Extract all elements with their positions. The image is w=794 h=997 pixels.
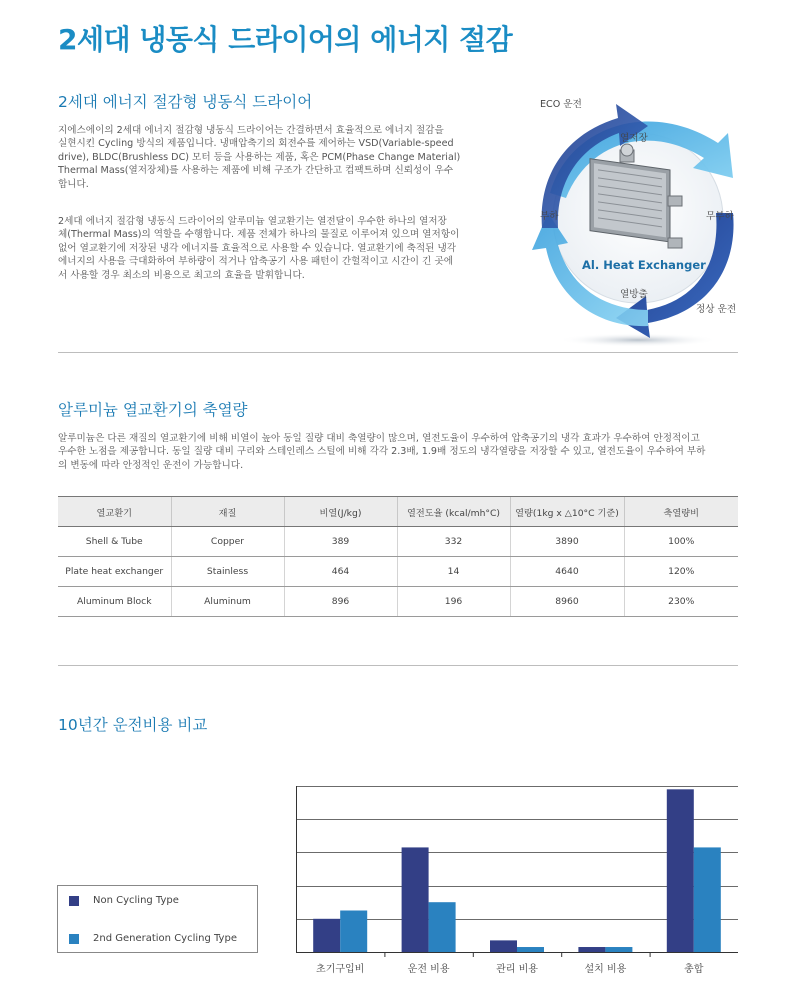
section-heading-energy-saving: 2세대 에너지 절감형 냉동식 드라이어 (58, 93, 313, 111)
chart-bar (578, 947, 605, 952)
legend-label: Non Cycling Type (93, 895, 179, 906)
legend-label: 2nd Generation Cycling Type (93, 933, 237, 944)
label-load: 부하 (540, 211, 559, 222)
table-cell: 230% (624, 587, 738, 617)
text-line: 서 사용할 경우 최소의 비용으로 최고의 효율을 발휘합니다. (58, 269, 305, 281)
table-cell: 120% (624, 557, 738, 587)
text-line: Thermal Mass(열저장체)를 사용하는 제품에 비해 구조가 간단하고 컴팩트하며 신뢰성이 우수 (58, 165, 454, 177)
table-cell: Copper (171, 527, 284, 557)
section-heading-heat-capacity: 알루미늄 열교환기의 축열량 (58, 401, 248, 419)
chart-bar (429, 902, 456, 952)
label-heat-storage: 열저장 (620, 133, 648, 144)
chart-bar (340, 911, 367, 953)
chart-bar (605, 947, 632, 952)
text-line: drive), BLDC(Brushless DC) 모터 등을 사용하는 제품, 혹은 PCM(Phase Change Material) (58, 151, 461, 163)
table-cell: 389 (284, 527, 397, 557)
table-cell: Stainless (171, 557, 284, 587)
chart-bar (667, 789, 694, 952)
table-cell: Plate heat exchanger (58, 557, 171, 587)
text-line: 체(Thermal Mass)의 역할을 수행합니다. 제품 전체가 하나의 물질로 이루어져 있으며 열저항이 (58, 229, 460, 241)
table-cell: Aluminum Block (58, 587, 171, 617)
x-tick-label: 관리 비용 (496, 964, 538, 975)
table-cell: 100% (624, 527, 738, 557)
x-tick-label: 설치 비용 (584, 964, 627, 975)
table-cell: Shell & Tube (58, 527, 171, 557)
text-line: 에너지의 사용을 극대화하여 부하량이 적거나 압축공기 사용 패턴이 간헐적이고 시간이 긴 곳에 (58, 256, 453, 268)
table-cell: 332 (397, 527, 510, 557)
label-heat-release: 열방출 (620, 289, 648, 300)
table-header: 재질 (171, 497, 284, 527)
chart-bar (694, 847, 721, 952)
label-normal: 정상 운전 (696, 304, 737, 315)
label-eco: ECO 운전 (540, 99, 582, 110)
x-tick-label: 초기구입비 (316, 964, 365, 975)
section-heading-cost-comparison: 10년간 운전비용 비교 (58, 716, 208, 734)
table-cell: 14 (397, 557, 510, 587)
text-line: 알루미늄은 다른 재질의 열교환기에 비해 비열이 높아 동일 질량 대비 축열량이 많으며, 열전도율이 우수하여 압축공기의 냉각 효과가 우수하여 안정적이고 (58, 433, 700, 444)
text-line: 의 변동에 따라 안정적인 운전이 가능합니다. (58, 459, 244, 471)
table-header: 열량(1kg x △10°C 기준) (510, 497, 624, 527)
label-exchanger: Al. Heat Exchanger (582, 258, 706, 272)
text-line: 우수한 노점을 제공합니다. 동일 질량 대비 구리와 스테인레스 스틸에 비해 각각 2.3배, 1.9배 정도의 냉각열량을 저장할 수 있고, 열전도율이 우수하여 부하 (58, 446, 706, 458)
label-no-load: 무부하 (706, 211, 734, 222)
table-header: 축열량비 (624, 497, 738, 527)
legend-item-cycling (69, 933, 237, 944)
table-header: 열전도율 (kcal/mh°C) (397, 497, 510, 527)
table-cell: 464 (284, 557, 397, 587)
page-title: 2세대 냉동식 드라이어의 에너지 절감 (58, 23, 513, 56)
text-line: 없어 열교환기에 저장된 냉각 에너지를 효율적으로 사용할 수 있습니다. 열교환기에 축적된 냉각 (58, 242, 457, 254)
table-cell: 196 (397, 587, 510, 617)
chart-bar (313, 919, 340, 952)
x-tick-label: 운전 비용 (407, 964, 450, 975)
x-tick-label: 총합 (684, 964, 704, 975)
table-cell: 3890 (510, 527, 624, 557)
text-line: 실현시킨 Cycling 방식의 제품입니다. 냉매압축기의 회전수를 제어하는 VSD(Variable-speed (58, 138, 454, 150)
chart-legend (57, 885, 258, 953)
table-header: 열교환기 (58, 497, 171, 527)
table-cell: 896 (284, 587, 397, 617)
text-line: 2세대 에너지 절감형 냉동식 드라이어의 알루미늄 열교환기는 열전달이 우수한 하나의 열저장 (58, 216, 447, 227)
legend-swatch (69, 934, 79, 944)
text-line: 합니다. (58, 178, 89, 190)
chart-bar (517, 947, 544, 952)
table-header: 비열(J/kg) (284, 497, 397, 527)
chart-bar (402, 847, 429, 952)
table-cell: Aluminum (171, 587, 284, 617)
table-cell: 4640 (510, 557, 624, 587)
text-line: 지에스에이의 2세대 에너지 절감형 냉동식 드라이어는 간결하면서 효율적으로 에너지 절감을 (58, 125, 444, 136)
table-cell: 8960 (510, 587, 624, 617)
chart-bar (490, 940, 517, 952)
legend-swatch (69, 896, 79, 906)
legend-item-non-cycling (69, 895, 179, 906)
